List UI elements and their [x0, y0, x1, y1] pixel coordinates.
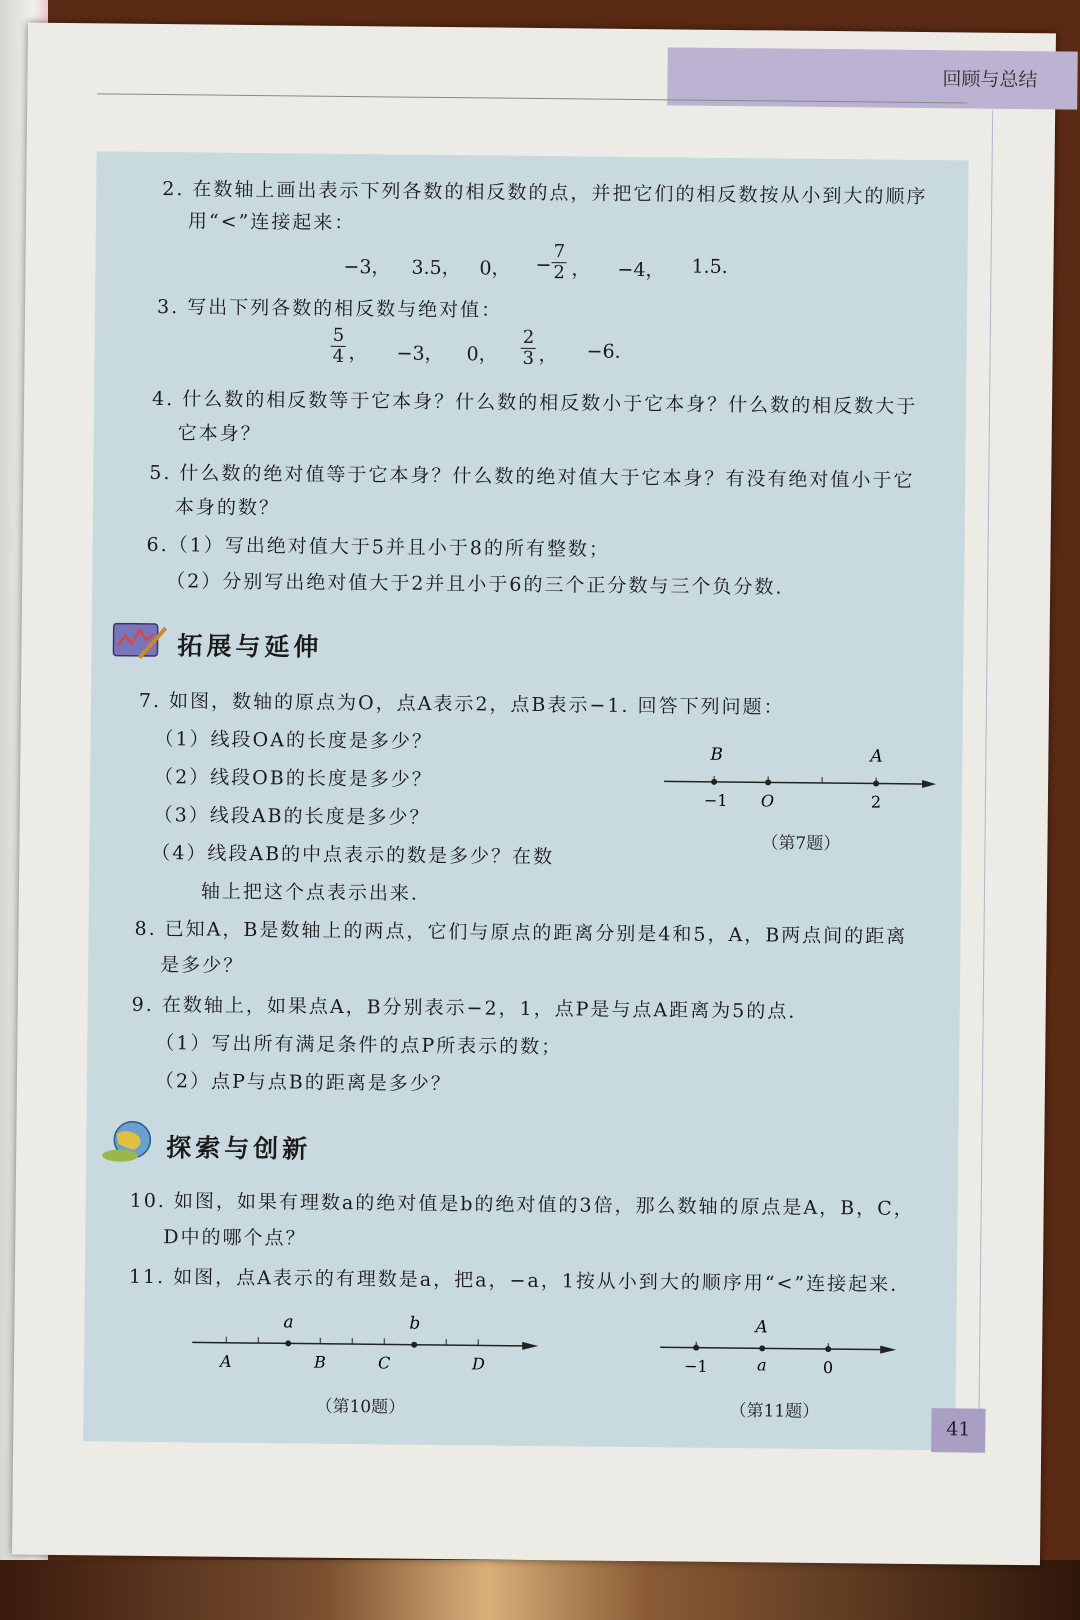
p3-frac2-den: 3: [522, 347, 535, 369]
problem-3-line1: 3. 写出下列各数的相反数与绝对值：: [156, 295, 503, 322]
p2-num-1: −3，: [343, 255, 391, 279]
margin-rule: [979, 111, 994, 1411]
label-a: a: [283, 1312, 294, 1333]
problem-9-sub2: （2）点P与点B的距离是多少？: [154, 1070, 452, 1096]
page-number: 41: [946, 1418, 971, 1441]
p3-item-3: 0，: [466, 343, 498, 366]
p2-num-2: 3.5，: [411, 256, 461, 280]
tick-label-O: O: [760, 791, 775, 811]
problem-7-sub3: （3）线段AB的长度是多少？: [153, 803, 431, 829]
label-A: A: [870, 746, 883, 767]
figure-11-number-line: [656, 1307, 907, 1390]
label-D: D: [471, 1354, 485, 1374]
exercise-panel: [83, 151, 968, 1450]
p3-fraction-1: [330, 326, 346, 367]
p2-num-4-sign: −: [535, 253, 552, 277]
p2-num-6: 1.5.: [691, 255, 728, 278]
p3-comma-1: ，: [348, 341, 368, 365]
point-B: [711, 779, 717, 785]
axis-arrow: [522, 1342, 538, 1350]
problem-2-line1: 2. 在数轴上画出表示下列各数的相反数的点，并把它们的相反数按从小到大的顺序: [162, 178, 928, 209]
figure-11-caption: （第11题）: [729, 1401, 820, 1422]
p3-frac1-den: 4: [332, 345, 345, 367]
point-m1: [693, 1345, 699, 1351]
point-b: [411, 1342, 417, 1348]
page-number-box: [931, 1408, 985, 1453]
tick-label-2: 2: [870, 792, 882, 812]
p3-comma-2: ，: [538, 343, 558, 367]
problem-8-line1: 8. 已知A，B是数轴上的两点，它们与原点的距离分别是4和5，A，B两点间的距离: [134, 917, 908, 948]
p3-item-2: −3，: [396, 342, 444, 365]
book-page: [12, 23, 1056, 1566]
tick-label-m1: −1: [703, 790, 728, 810]
label-A: A: [755, 1317, 768, 1338]
globe-icon: [100, 1117, 160, 1164]
problem-10-line1: 10. 如图，如果有理数a的绝对值是b的绝对值的3倍，那么数轴的原点是A，B，C，: [129, 1189, 915, 1220]
problem-9-line1: 9. 在数轴上，如果点A，B分别表示−2，1，点P是与点A距离为5的点.: [131, 993, 797, 1023]
tick-label-m1: −1: [683, 1356, 708, 1376]
point-a: [285, 1340, 291, 1346]
axis-line: [664, 781, 930, 784]
figure-10-number-line: [188, 1302, 549, 1386]
figure-7-caption: （第7题）: [761, 833, 841, 855]
problem-7-sub2: （2）线段OB的长度是多少？: [154, 765, 433, 791]
tick-label-a: a: [756, 1355, 767, 1375]
label-b: b: [409, 1313, 421, 1334]
p3-frac2-num: 2: [521, 328, 537, 349]
p3-item-5: −6.: [586, 340, 621, 363]
p3-fraction-2: [520, 328, 536, 369]
problem-8-line2: 是多少？: [160, 954, 245, 977]
tick-label-0: 0: [822, 1358, 834, 1378]
figure-10-caption: （第10题）: [315, 1396, 406, 1418]
table-surface: [0, 1560, 1080, 1620]
problem-7-sub4b: 轴上把这个点表示出来.: [200, 880, 420, 905]
axis-arrow: [922, 780, 936, 788]
problem-7-sub1: （1）线段OA的长度是多少？: [154, 727, 434, 753]
p2-num-5: −4，: [617, 258, 665, 282]
problem-6-line1: 6.（1）写出绝对值大于5并且小于8的所有整数；: [146, 533, 611, 561]
problem-9-sub1: （1）写出所有满足条件的点P所表示的数；: [155, 1032, 563, 1059]
problem-5-line2: 本身的数？: [174, 496, 281, 520]
p2-frac-num: 7: [552, 242, 568, 263]
problem-4-line1: 4. 什么数的相反数等于它本身？什么数的相反数小于它本身？什么数的相反数大于: [151, 387, 918, 418]
p3-frac1-num: 5: [331, 326, 347, 347]
label-B: B: [313, 1352, 326, 1372]
axis-arrow: [880, 1346, 896, 1354]
point-A: [873, 781, 879, 787]
problem-5-line1: 5. 什么数的绝对值等于它本身？什么数的绝对值大于它本身？有没有绝对值小于它: [149, 461, 915, 492]
problem-10-line2: D中的哪个点？: [163, 1226, 307, 1250]
extension-heading: 拓展与延伸: [177, 631, 323, 662]
problem-11-line1: 11. 如图，点A表示的有理数是a，把a，−a，1按从小到大的顺序用“<”连接起来.: [128, 1265, 899, 1296]
problem-7-sub4a: （4）线段AB的中点表示的数是多少？在数: [151, 841, 555, 869]
explore-heading: 探索与创新: [166, 1133, 312, 1164]
section-title: 回顾与总结: [942, 68, 1038, 92]
problem-6-line2: （2）分别写出绝对值大于2并且小于6的三个正分数与三个负分数.: [166, 570, 784, 599]
point-A: [759, 1345, 765, 1351]
label-C: C: [377, 1353, 391, 1373]
problem-4-line2: 它本身？: [177, 422, 262, 446]
chart-pen-icon: [109, 618, 169, 663]
p2-num-4-comma: ，: [571, 258, 591, 281]
point-O: [765, 779, 771, 785]
problem-7-line1: 7. 如图，数轴的原点为O，点A表示2，点B表示−1. 回答下列问题：: [138, 689, 785, 719]
label-B: B: [710, 744, 724, 765]
p2-fraction: [551, 242, 567, 283]
point-0: [825, 1346, 831, 1352]
p2-num-3: 0，: [479, 257, 511, 280]
p2-frac-den: 2: [553, 262, 566, 284]
problem-2-line2: 用“<”连接起来：: [187, 210, 356, 235]
label-A: A: [219, 1351, 232, 1371]
